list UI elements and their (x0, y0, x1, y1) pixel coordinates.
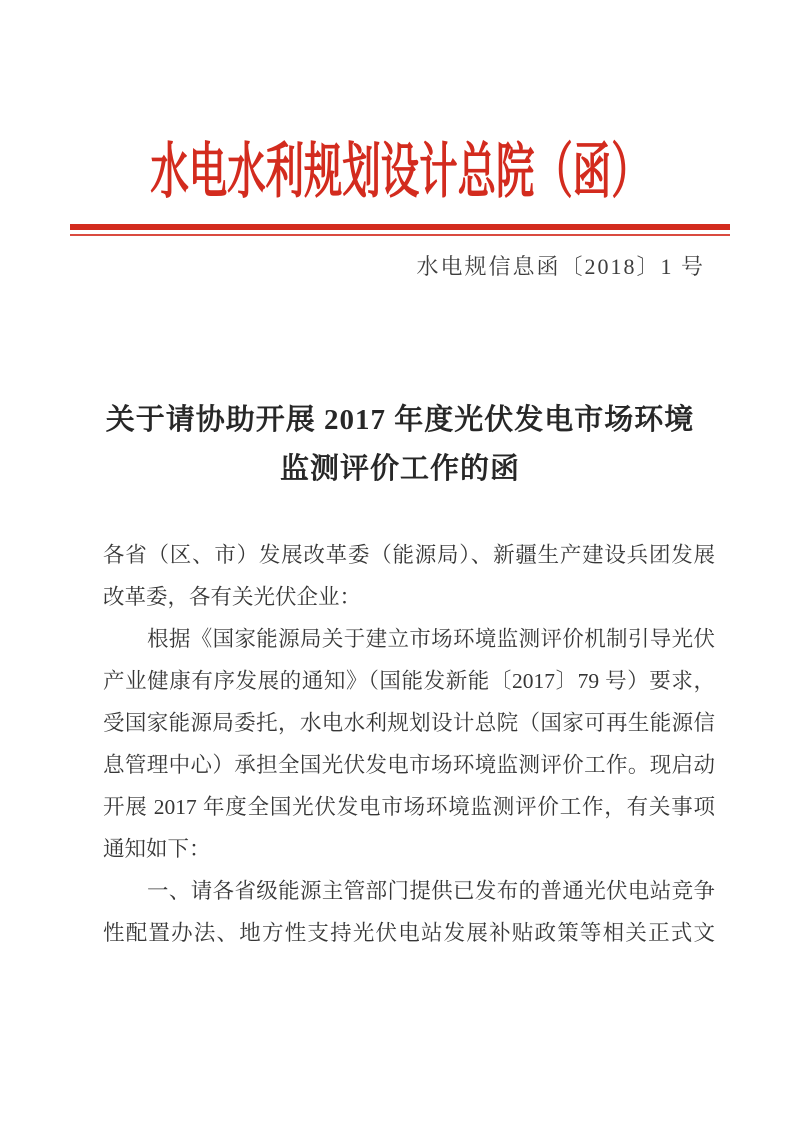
body-line: 一、请各省级能源主管部门提供已发布的普通光伏电站竞争 (147, 879, 715, 903)
letterhead (0, 138, 800, 206)
red-divider-thick (70, 224, 730, 230)
body-line: 通知如下： (103, 837, 211, 861)
body-line: 各省（区、市）发展改革委（能源局）、新疆生产建设兵团发展 (103, 543, 715, 567)
body-line: 开展 2017 年度全国光伏发电市场环境监测评价工作，有关事项 (103, 795, 715, 819)
document-title-line-2: 监测评价工作的函 (279, 453, 520, 485)
body-line: 产业健康有序发展的通知》（国能发新能〔2017〕79 号）要求， (103, 669, 715, 693)
letterhead-title: 水电水利规划设计总院（函） (150, 138, 650, 205)
document-title (0, 396, 800, 494)
body-text (103, 534, 715, 954)
body-line: 息管理中心）承担全国光伏发电市场环境监测评价工作。现启动 (103, 753, 715, 777)
body-line: 受国家能源局委托，水电水利规划设计总院（国家可再生能源信 (103, 711, 715, 735)
body-line: 改革委，各有关光伏企业： (103, 585, 362, 609)
red-divider-thin (70, 234, 730, 236)
doc-number: 水电规信息函〔2018〕1 号 (416, 254, 705, 279)
body-line: 根据《国家能源局关于建立市场环境监测评价机制引导光伏 (147, 627, 715, 651)
document-title-line-1: 关于请协助开展 2017 年度光伏发电市场环境 (105, 404, 695, 436)
body-line: 性配置办法、地方性支持光伏电站发展补贴政策等相关正式文 (103, 921, 715, 945)
